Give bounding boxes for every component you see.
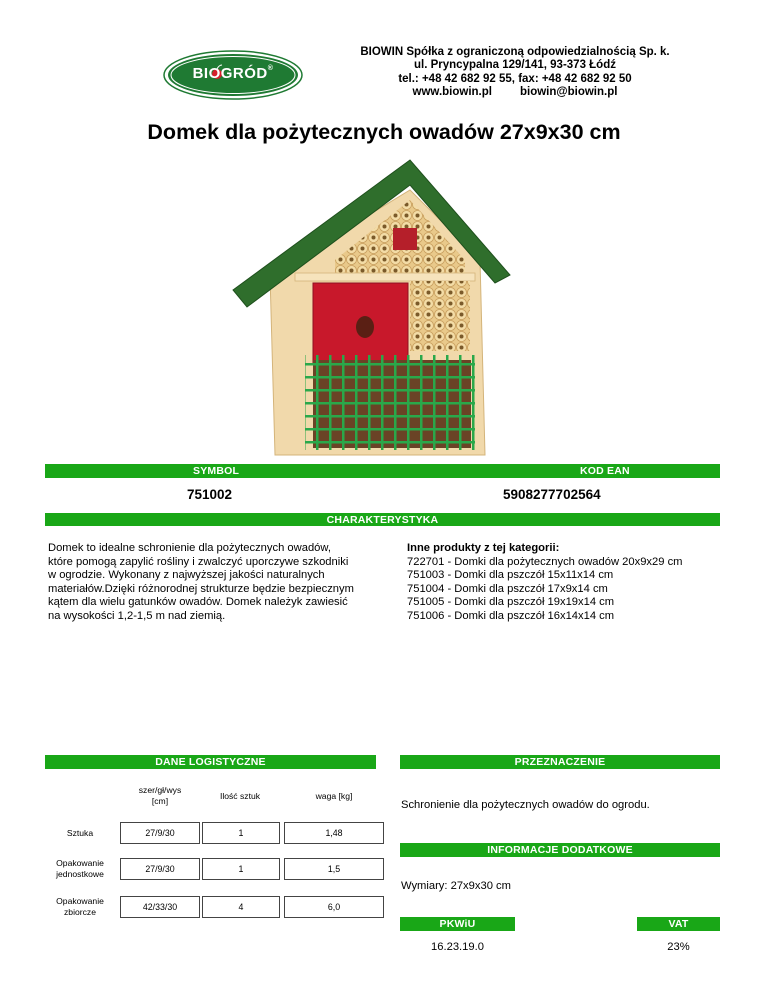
table-cell-quantity: 1 [202, 822, 280, 844]
related-product-item: 751004 - Domki dla pszczół 17x9x14 cm [407, 582, 608, 595]
table-cell-dimensions: 42/33/30 [120, 896, 200, 918]
company-name: BIOWIN Spółka z ograniczoną odpowiedzialnością Sp. k. [360, 46, 670, 58]
description-line: na wysokości 1,2-1,5 m nad ziemią. [48, 609, 226, 622]
logistics-label: DANE LOGISTYCZNE [155, 756, 266, 768]
table-cell-dimensions: 27/9/30 [120, 858, 200, 880]
row-label-line: Opakowanie [56, 896, 104, 906]
related-product-item: 751006 - Domki dla pszczół 16x14x14 cm [407, 609, 615, 622]
table-row-label [45, 858, 115, 879]
vat-bar [637, 917, 720, 931]
col-header-dimensions [118, 785, 202, 806]
description-line: materiałów.Dzięki różnorodnej strukturze będzie bezpiecznym [48, 582, 354, 595]
pkwiu-label: PKWiU [439, 918, 476, 930]
company-website[interactable]: www.biowin.pl [412, 86, 492, 99]
purpose-bar [400, 755, 720, 769]
row-label-line: Opakowanie [56, 858, 104, 868]
col-header-dimensions-line2: [cm] [151, 795, 169, 806]
company-logo [163, 50, 303, 100]
page-title: Domek dla pożytecznych owadów 27x9x30 cm [147, 120, 621, 144]
row-label-line: Sztuka [66, 828, 94, 838]
table-cell-weight: 6,0 [284, 896, 384, 918]
ean-value: 5908277702564 [503, 487, 601, 502]
characteristics-label: CHARAKTERYSTYKA [326, 513, 439, 526]
row-label-line: jednostkowe [56, 868, 104, 879]
company-address: ul. Pryncypalna 129/141, 93-373 Łódź [414, 59, 616, 72]
additional-info-text: Wymiary: 27x9x30 cm [401, 880, 511, 892]
table-cell-quantity: 1 [202, 858, 280, 880]
related-product-item: 751003 - Domki dla pszczół 15x11x14 cm [407, 569, 614, 582]
col-header-dimensions-line1: szer/gł/wys [138, 785, 182, 795]
logo-text: BIOGRÓD [192, 65, 268, 82]
related-products [407, 542, 747, 624]
table-cell-dimensions: 27/9/30 [120, 822, 200, 844]
purpose-text: Schronienie dla pożytecznych owadów do ogrodu. [401, 799, 650, 811]
ean-label: KOD EAN [580, 465, 630, 477]
symbol-value: 751002 [187, 487, 233, 502]
identifiers-bar [45, 464, 720, 478]
logistics-bar [45, 755, 376, 769]
table-cell-weight: 1,5 [284, 858, 384, 880]
related-product-item: 751005 - Domki dla pszczół 19x19x14 cm [407, 596, 615, 609]
purpose-label: PRZEZNACZENIE [514, 756, 606, 768]
description-line: kątem dla wielu gatunków owadów. Domek należyk zawiesić [48, 596, 348, 609]
pkwiu-value: 16.23.19.0 [431, 941, 484, 953]
additional-info-bar [400, 843, 720, 857]
pkwiu-bar [400, 917, 515, 931]
description-line: Domek to idealne schronienie dla pożytecznych owadów, [48, 542, 331, 554]
registered-mark: ® [267, 65, 274, 72]
table-row-label [45, 828, 115, 839]
company-email[interactable]: biowin@biowin.pl [519, 86, 618, 99]
description-line: które pomogą zapylić rośliny i zwalczyć uporczywe szkodniki [48, 555, 349, 568]
symbol-label: SYMBOL [193, 465, 240, 477]
vat-value: 23% [667, 941, 690, 953]
col-header-quantity: Ilość sztuk [219, 791, 261, 801]
product-description [48, 542, 398, 624]
additional-info-label: INFORMACJE DODATKOWE [487, 844, 633, 856]
related-products-title: Inne produkty z tej kategorii: [407, 542, 560, 554]
characteristics-bar [45, 513, 720, 526]
table-row-label [45, 896, 115, 917]
vat-label: VAT [668, 918, 689, 930]
table-cell-quantity: 4 [202, 896, 280, 918]
company-phone-fax: tel.: +48 42 682 92 55, fax: +48 42 682 92 50 [398, 72, 632, 85]
col-header-weight: waga [kg] [315, 791, 353, 801]
description-line: w ogrodzie. Wykonany z najwyższej jakości naturalnych [48, 569, 325, 582]
product-image [225, 155, 525, 463]
related-product-item: 722701 - Domki dla pożytecznych owadów 20x9x29 cm [407, 555, 683, 568]
company-info [345, 46, 685, 100]
table-cell-weight: 1,48 [284, 822, 384, 844]
row-label-line: zbiorcze [64, 906, 96, 917]
